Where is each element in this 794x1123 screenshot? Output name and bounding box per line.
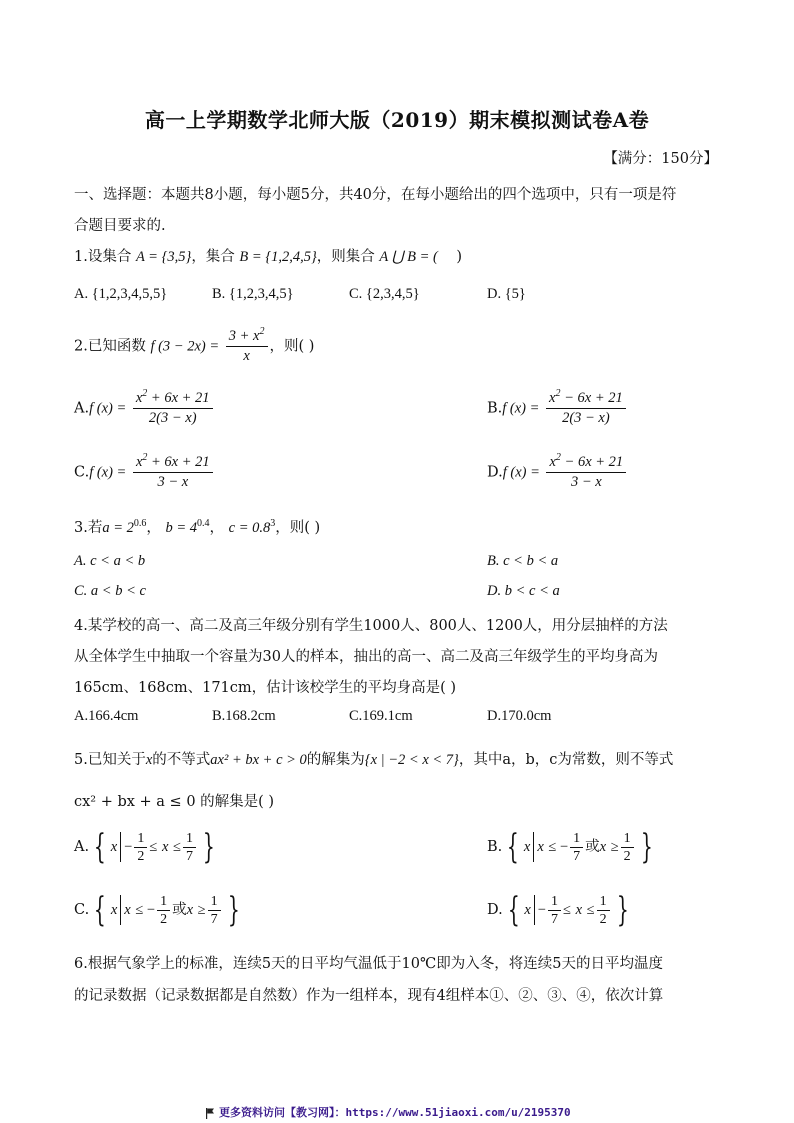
flag-icon (205, 1108, 215, 1119)
q2-frac-num: 3 + x (228, 328, 260, 344)
q5-c-x1: x (110, 902, 118, 918)
q2-fraction (226, 328, 268, 365)
q2-a-den: 2(3 − x) (148, 410, 197, 426)
question-4-line-2: 从全体学生中抽取一个容量为30人的样本，抽出的高一、高二及高三年级学生的平均身高为 (74, 649, 658, 665)
q3-c: c = 0.8 (228, 520, 271, 536)
q5-option-b-label: B. (487, 839, 503, 855)
q5-b-x2: x (537, 839, 544, 855)
q2-option-c-fx: f (x) = (89, 464, 127, 481)
q3-option-b: B. c < b < a (487, 553, 559, 569)
question-1-stem (74, 245, 462, 266)
q1-option-a: A. {1,2,3,4,5,5} (74, 286, 168, 302)
q5-b-or: 或 (585, 839, 600, 855)
q5-b-den2: 2 (623, 848, 631, 864)
q3-option-d: D. b < c < a (487, 583, 560, 599)
q3-c-exp: 3 (270, 518, 276, 529)
q2-d-num-sup: 2 (555, 452, 561, 463)
q3-comma-2: ， (209, 520, 225, 536)
q1-prefix: 1.设集合 (74, 249, 132, 265)
q5-a-den2: 7 (185, 848, 193, 864)
q2-d-den: 3 − x (570, 474, 602, 490)
q2-option-a-fx: f (x) = (89, 400, 127, 417)
q5-option-a: A. { x − $\frac{1}{2}$ ≤ x ≤ $\frac{1}{7}$ } (74, 827, 215, 867)
q2-option-a (74, 390, 215, 427)
q5-c-den1: 2 (160, 911, 168, 927)
q2-a-num-x: x (135, 390, 143, 406)
q2-c-num-sup: 2 (142, 452, 148, 463)
q2-option-b (487, 390, 628, 427)
q5-b-num2: 1 (621, 831, 634, 848)
q5-c-x2: x (124, 902, 131, 918)
q2-frac-num-sup: 2 (259, 326, 265, 337)
q5-c-num2: 1 (208, 894, 221, 911)
q5-option-b: B. { x x ≤ − $\frac{1}{7}$ 或x ≥ $\frac{1}{2}$ } (487, 827, 653, 867)
question-6-line-1: 6.根据气象学上的标准，连续5天的日平均气温低于10℃即为入冬，将连续5天的日平均温度 (74, 956, 663, 972)
q5-a-num1: 1 (134, 831, 147, 848)
q5-prefix: 5.已知关于 (74, 752, 146, 768)
q4-option-b: B.168.2cm (212, 708, 276, 724)
q5-b-x3: x (599, 839, 607, 855)
q5-c-x3: x (186, 902, 194, 918)
q2-option-d (487, 454, 628, 491)
q5-option-c-label: C. (74, 902, 90, 918)
q2-option-c (74, 454, 215, 491)
q1-close: ) (456, 249, 462, 265)
q2-frac-den: x (243, 348, 250, 364)
q5-c-num1: 1 (157, 894, 170, 911)
q2-d-num-rest: − 6x + 21 (560, 454, 624, 470)
q5-option-c: C. { x x ≤ − $\frac{1}{2}$ 或x ≥ $\frac{1}{7}$ } (74, 890, 240, 930)
q5-solution-set: {x | −2 < x < 7} (364, 752, 459, 768)
question-6-line-2: 的记录数据（记录数据都是自然数）作为一组样本，现有4组样本①、②、③、④，依次计算 (74, 988, 664, 1004)
q2-d-num-x: x (549, 454, 556, 470)
q5-b-den1: 7 (573, 848, 581, 864)
q5-d-x2: x (575, 902, 582, 918)
q5-a-x1: x (110, 839, 118, 855)
section-intro-line-1: 一、选择题：本题共8小题，每小题5分，共40分，在每小题给出的四个选项中，只有一项是符 (74, 187, 677, 203)
q1-sep-1: ，集合 (191, 249, 235, 265)
q5-option-d-label: D. (487, 902, 503, 918)
q3-b-exp: 0.4 (197, 518, 210, 529)
q2-option-d-fx: f (x) = (502, 464, 540, 481)
q2-option-b-fraction (546, 390, 626, 427)
q5-b-x1: x (523, 839, 531, 855)
q3-prefix: 3.若 (74, 520, 103, 536)
q2-c-den: 3 − x (157, 474, 189, 490)
q2-prefix: 2.已知函数 (74, 338, 146, 355)
q1-option-d: D. {5} (487, 286, 526, 302)
q2-suffix: ，则( ) (269, 338, 315, 355)
q3-option-a: A. c < a < b (74, 553, 146, 569)
q1-set-a: A = {3,5} (135, 249, 192, 265)
page-title: 高一上学期数学北师大版（2019）期末模拟测试卷A卷 (144, 108, 650, 132)
q5-b-num1: 1 (570, 831, 583, 848)
question-4-line-1: 4.某学校的高一、高二及高三年级分别有学生1000人、800人、1200人，用分层抽样的方法 (74, 618, 668, 634)
q5-d-num2: 1 (597, 894, 610, 911)
full-score-label: 【满分：150分】 (603, 151, 718, 167)
q2-b-den: 2(3 − x) (562, 410, 610, 426)
q5-c-den2: 7 (210, 911, 218, 927)
q2-a-num-sup: 2 (142, 388, 148, 399)
q3-a: a = 2 (102, 520, 134, 536)
question-5-line-1 (74, 748, 673, 769)
q5-d-den1: 7 (550, 911, 558, 927)
q2-b-num-rest: − 6x + 21 (560, 390, 623, 406)
q5-mid: 的不等式 (152, 752, 211, 768)
q5-a-den1: 2 (137, 848, 145, 864)
q4-option-a: A.166.4cm (74, 708, 139, 724)
q2-option-c-fraction (133, 454, 213, 491)
q4-option-c: C.169.1cm (349, 708, 413, 724)
q3-b: b = 4 (165, 520, 198, 536)
q5-d-num1: 1 (548, 894, 561, 911)
q3-a-exp: 0.6 (133, 518, 147, 529)
q2-option-c-label: C. (74, 464, 90, 481)
q2-option-a-fraction (133, 390, 213, 427)
question-2-stem (74, 328, 314, 365)
q2-b-num-sup: 2 (555, 388, 561, 399)
q5-d-x1: x (524, 902, 531, 918)
question-5-line-2: cx² + bx + a ≤ 0 的解集是( ) (74, 794, 275, 810)
question-4-line-3: 165cm、168cm、171cm，估计该校学生的平均身高是( ) (74, 680, 457, 696)
q3-option-c: C. a < b < c (74, 583, 146, 599)
q1-union: A ⋃ B = ( (379, 249, 438, 265)
q5-inequality: ax² + bx + c > 0 (210, 752, 307, 768)
q2-b-num-x: x (549, 390, 556, 406)
q3-comma-1: ， (146, 520, 161, 536)
q2-option-d-label: D. (487, 464, 503, 481)
q1-set-b: B = {1,2,4,5} (239, 249, 317, 265)
q4-option-d: D.170.0cm (487, 708, 552, 724)
q5-var-x: x (145, 752, 153, 768)
q5-mid2: 的解集为 (306, 752, 365, 768)
q5-c-or: 或 (172, 902, 187, 918)
q1-option-c: C. {2,3,4,5} (349, 286, 420, 302)
q2-c-num-rest: + 6x + 21 (147, 454, 210, 470)
footer-text[interactable]: 更多资料访问【教习网】：https://www.51jiaoxi.com/u/2195370 (219, 1106, 571, 1119)
section-intro-line-2: 合题目要求的. (74, 218, 166, 234)
question-3-stem (74, 516, 320, 537)
q1-sep-2: ，则集合 (316, 249, 375, 265)
q2-option-b-label: B. (487, 400, 503, 417)
q5-suffix: ，其中a，b，c为常数，则不等式 (458, 752, 674, 768)
q5-d-den2: 2 (599, 911, 607, 927)
q5-a-num2: 1 (183, 831, 196, 848)
q1-option-b: B. {1,2,3,4,5} (212, 286, 294, 302)
footer-link[interactable] (205, 1104, 571, 1120)
q2-c-num-x: x (135, 454, 143, 470)
q2-a-num-rest: + 6x + 21 (147, 390, 210, 406)
q5-option-d: D. { x − $\frac{1}{7}$ ≤ x ≤ $\frac{1}{2}$ } (487, 890, 629, 930)
q5-a-x2: x (161, 839, 169, 855)
q2-option-b-fx: f (x) = (502, 400, 540, 417)
q5-option-a-label: A. (74, 839, 90, 855)
q2-function: f (3 − 2x) = (150, 338, 220, 355)
q2-option-a-label: A. (74, 400, 90, 417)
q2-option-d-fraction (546, 454, 626, 491)
q3-suffix: ，则( ) (275, 520, 321, 536)
